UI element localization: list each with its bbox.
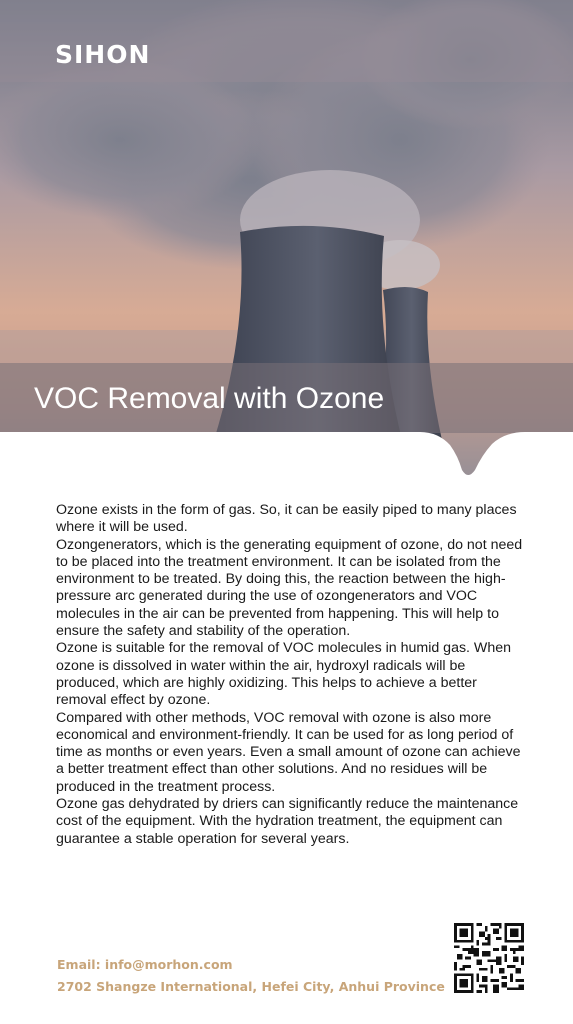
- paragraph: Compared with other methods, VOC removal with ozone is also more economical and environment-friendly. It can be used for as long period of time as months or even years. Even a small amount of ozone can achieve a better treatment effect than other solutions. And no residues will be produced in the treatment process.: [56, 709, 521, 795]
- qr-code-icon: [454, 923, 524, 993]
- paragraph: Ozone exists in the form of gas. So, it can be easily piped to many places where it will be used.: [56, 502, 517, 536]
- article-body: [56, 502, 526, 848]
- page-title: VOC Removal with Ozone: [34, 382, 385, 415]
- contact-address: 2702 Shangze International, Hefei City, Anhui Province: [57, 979, 445, 994]
- wave-divider: [0, 0, 573, 480]
- contact-email[interactable]: Email: info@morhon.com: [57, 957, 233, 972]
- paragraph: Ozone is suitable for the removal of VOC molecules in humid gas. When ozone is dissolved in water within the air, hydroxyl radicals will be produced, which are highly oxidizing. This helps to achieve a better removal effect by ozone.: [56, 640, 511, 709]
- paragraph: Ozongenerators, which is the generating equipment of ozone, do not need to be placed into the treatment environment. It can be isolated from the environment to be treated. By doing this, the reaction between the high-pressure arc generated during the use of ozongenerators and VOC molecules in the air can be prevented from happening. This will help to ensure the safety and stability of the operation.: [56, 536, 523, 640]
- paragraph: Ozone gas dehydrated by driers can significantly reduce the maintenance cost of the equipment. With the hydration treatment, the equipment can guarantee a stable operation for several years.: [56, 796, 519, 847]
- hero-image: [0, 0, 573, 480]
- brand-logo: SIHON: [55, 40, 151, 69]
